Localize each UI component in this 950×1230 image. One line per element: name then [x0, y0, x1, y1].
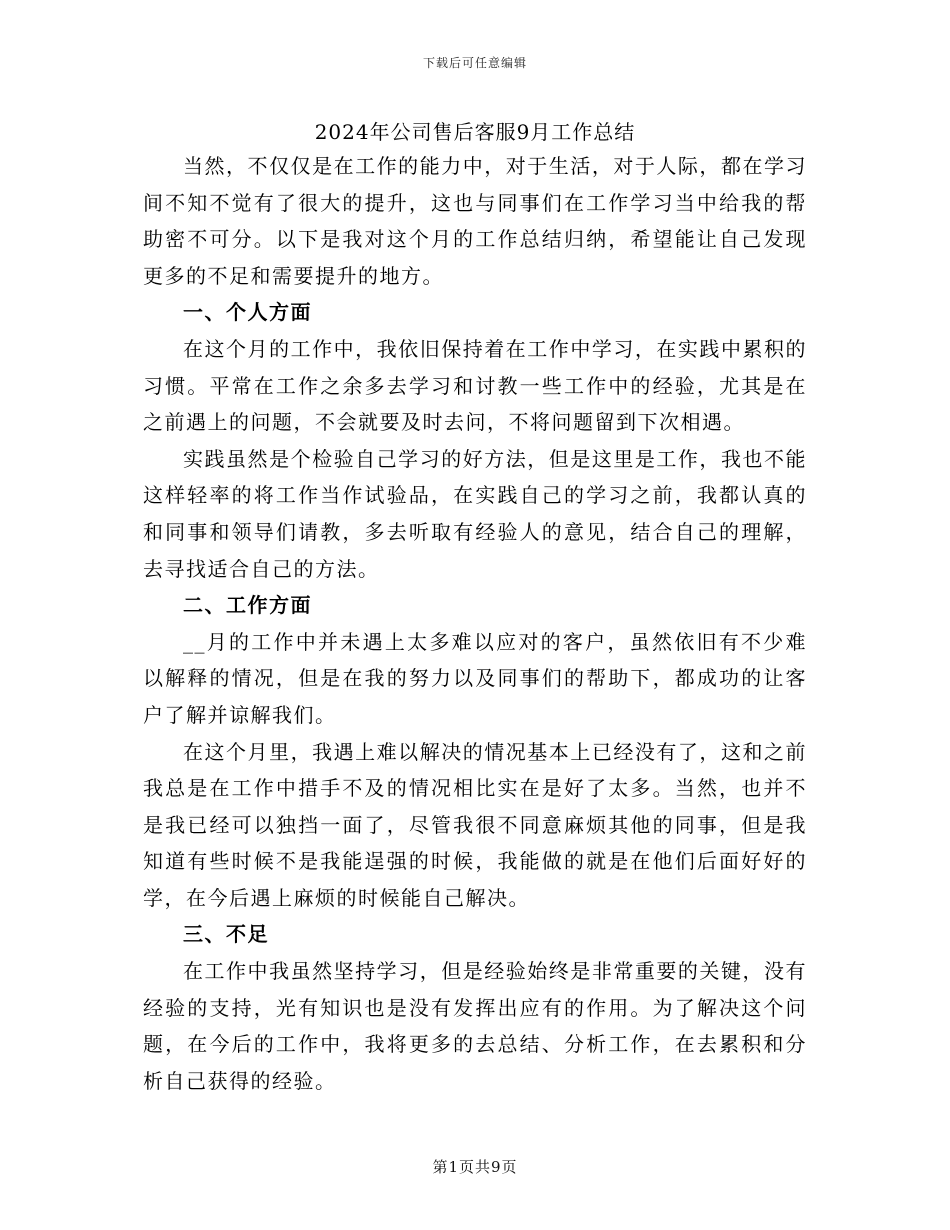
header-note: 下载后可任意编辑 — [422, 56, 527, 70]
work-paragraph-1: __月的工作中并未遇上太多难以应对的客户，虽然依旧有不少难以解释的情况，但是在我的努力以及同事们的帮助下，都成功的让客户了解并谅解我们。 — [143, 629, 807, 727]
work-paragraph-2: 在这个月里，我遇上难以解决的情况基本上已经没有了，这和之前我总是在工作中措手不及的情况相比实在是好了太多。当然，也并不是我已经可以独挡一面了，尽管我很不同意麻烦其他的同事，但是我知道有些时候不是我能逞强的时候，我能做的就是在他们后面好好的学，在今后遇上麻烦的时候能自己解决。 — [143, 739, 807, 910]
document-body — [143, 148, 807, 1099]
personal-paragraph-1: 在这个月的工作中，我依旧保持着在工作中学习，在实践中累积的习惯。平常在工作之余多去学习和讨教一些工作中的经验，尤其是在之前遇上的问题，不会就要及时去问，不将问题留到下次相遇。 — [143, 336, 807, 435]
section-heading-work: 二、工作方面 — [183, 593, 312, 618]
section-heading-shortcomings: 三、不足 — [183, 922, 269, 947]
intro-paragraph: 当然，不仅仅是在工作的能力中，对于生活，对于人际，都在学习间不知不觉有了很大的提升，这也与同事们在工作学习当中给我的帮助密不可分。以下是我对这个月的工作总结归纳，希望能让自己发现更多的不足和需要提升的地方。 — [143, 154, 807, 288]
page-number: 第1页共9页 — [432, 1158, 518, 1176]
personal-paragraph-2: 实践虽然是个检验自己学习的好方法，但是这里是工作，我也不能这样轻率的将工作当作试验品，在实践自己的学习之前，我都认真的和同事和领导们请教，多去听取有经验人的意见，结合自己的理解，去寻找适合自己的方法。 — [143, 446, 807, 581]
shortcomings-paragraph: 在工作中我虽然坚持学习，但是经验始终是非常重要的关键，没有经验的支持，光有知识也是没有发挥出应有的作用。为了解决这个问题，在今后的工作中，我将更多的去总结、分析工作，在去累积和分析自己获得的经验。 — [143, 959, 807, 1093]
document-title: 2024年公司售后客服9月工作总结 — [314, 120, 636, 144]
section-heading-personal: 一、个人方面 — [183, 300, 312, 325]
